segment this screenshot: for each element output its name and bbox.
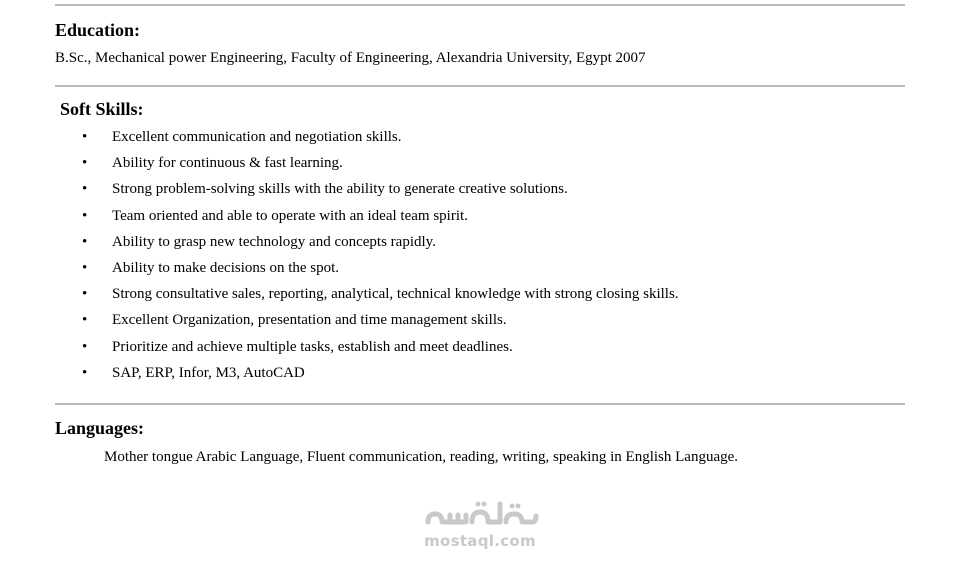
languages-heading: Languages: [55, 418, 145, 438]
soft-skills-list [0, 128, 962, 390]
skill-text: Strong problem-solving skills with the ability to generate creative solutions. [112, 181, 568, 198]
skill-text: Prioritize and achieve multiple tasks, establish and meet deadlines. [112, 338, 513, 355]
skill-text: Ability to make decisions on the spot. [112, 259, 340, 276]
watermark-text: mostaql.com [424, 532, 536, 550]
list-item [0, 311, 962, 337]
list-item [0, 285, 962, 311]
mostaql-logo-icon [420, 496, 540, 532]
divider-skills [55, 403, 905, 405]
bullet-icon: • [82, 312, 88, 329]
bullet-icon: • [82, 338, 88, 355]
bullet-icon: • [82, 364, 88, 381]
languages-text: Mother tongue Arabic Language, Fluent communication, reading, writing, speaking in English Language. [104, 449, 739, 465]
skill-text: Ability to grasp new technology and concepts rapidly. [112, 233, 436, 250]
skill-text: Team oriented and able to operate with an ideal team spirit. [112, 207, 468, 224]
education-heading: Education: [55, 20, 141, 40]
list-item [0, 180, 962, 206]
skill-text: SAP, ERP, Infor, M3, AutoCAD [112, 364, 305, 381]
bullet-icon: • [82, 233, 88, 250]
soft-skills-heading: Soft Skills: [60, 99, 144, 119]
divider-education [55, 85, 905, 87]
list-item [0, 207, 962, 233]
list-item [0, 259, 962, 285]
skill-text: Ability for continuous & fast learning. [112, 155, 343, 172]
education-text: B.Sc., Mechanical power Engineering, Faculty of Engineering, Alexandria University, Egypt 2007 [55, 50, 646, 66]
bullet-icon: • [82, 207, 88, 224]
skill-text: Excellent communication and negotiation skills. [112, 129, 402, 145]
list-item [0, 154, 962, 180]
skill-text: Strong consultative sales, reporting, analytical, technical knowledge with strong closing skills. [112, 286, 679, 303]
watermark [420, 496, 540, 550]
list-item [0, 233, 962, 259]
bullet-icon: • [82, 181, 88, 198]
list-item [0, 364, 962, 390]
list-item [0, 338, 962, 364]
bullet-icon: • [82, 259, 88, 276]
bullet-icon: • [82, 155, 88, 172]
bullet-icon: • [82, 129, 88, 145]
divider-top [55, 4, 905, 6]
bullet-icon: • [82, 286, 88, 303]
skill-text: Excellent Organization, presentation and time management skills. [112, 312, 507, 329]
list-item [0, 128, 962, 154]
